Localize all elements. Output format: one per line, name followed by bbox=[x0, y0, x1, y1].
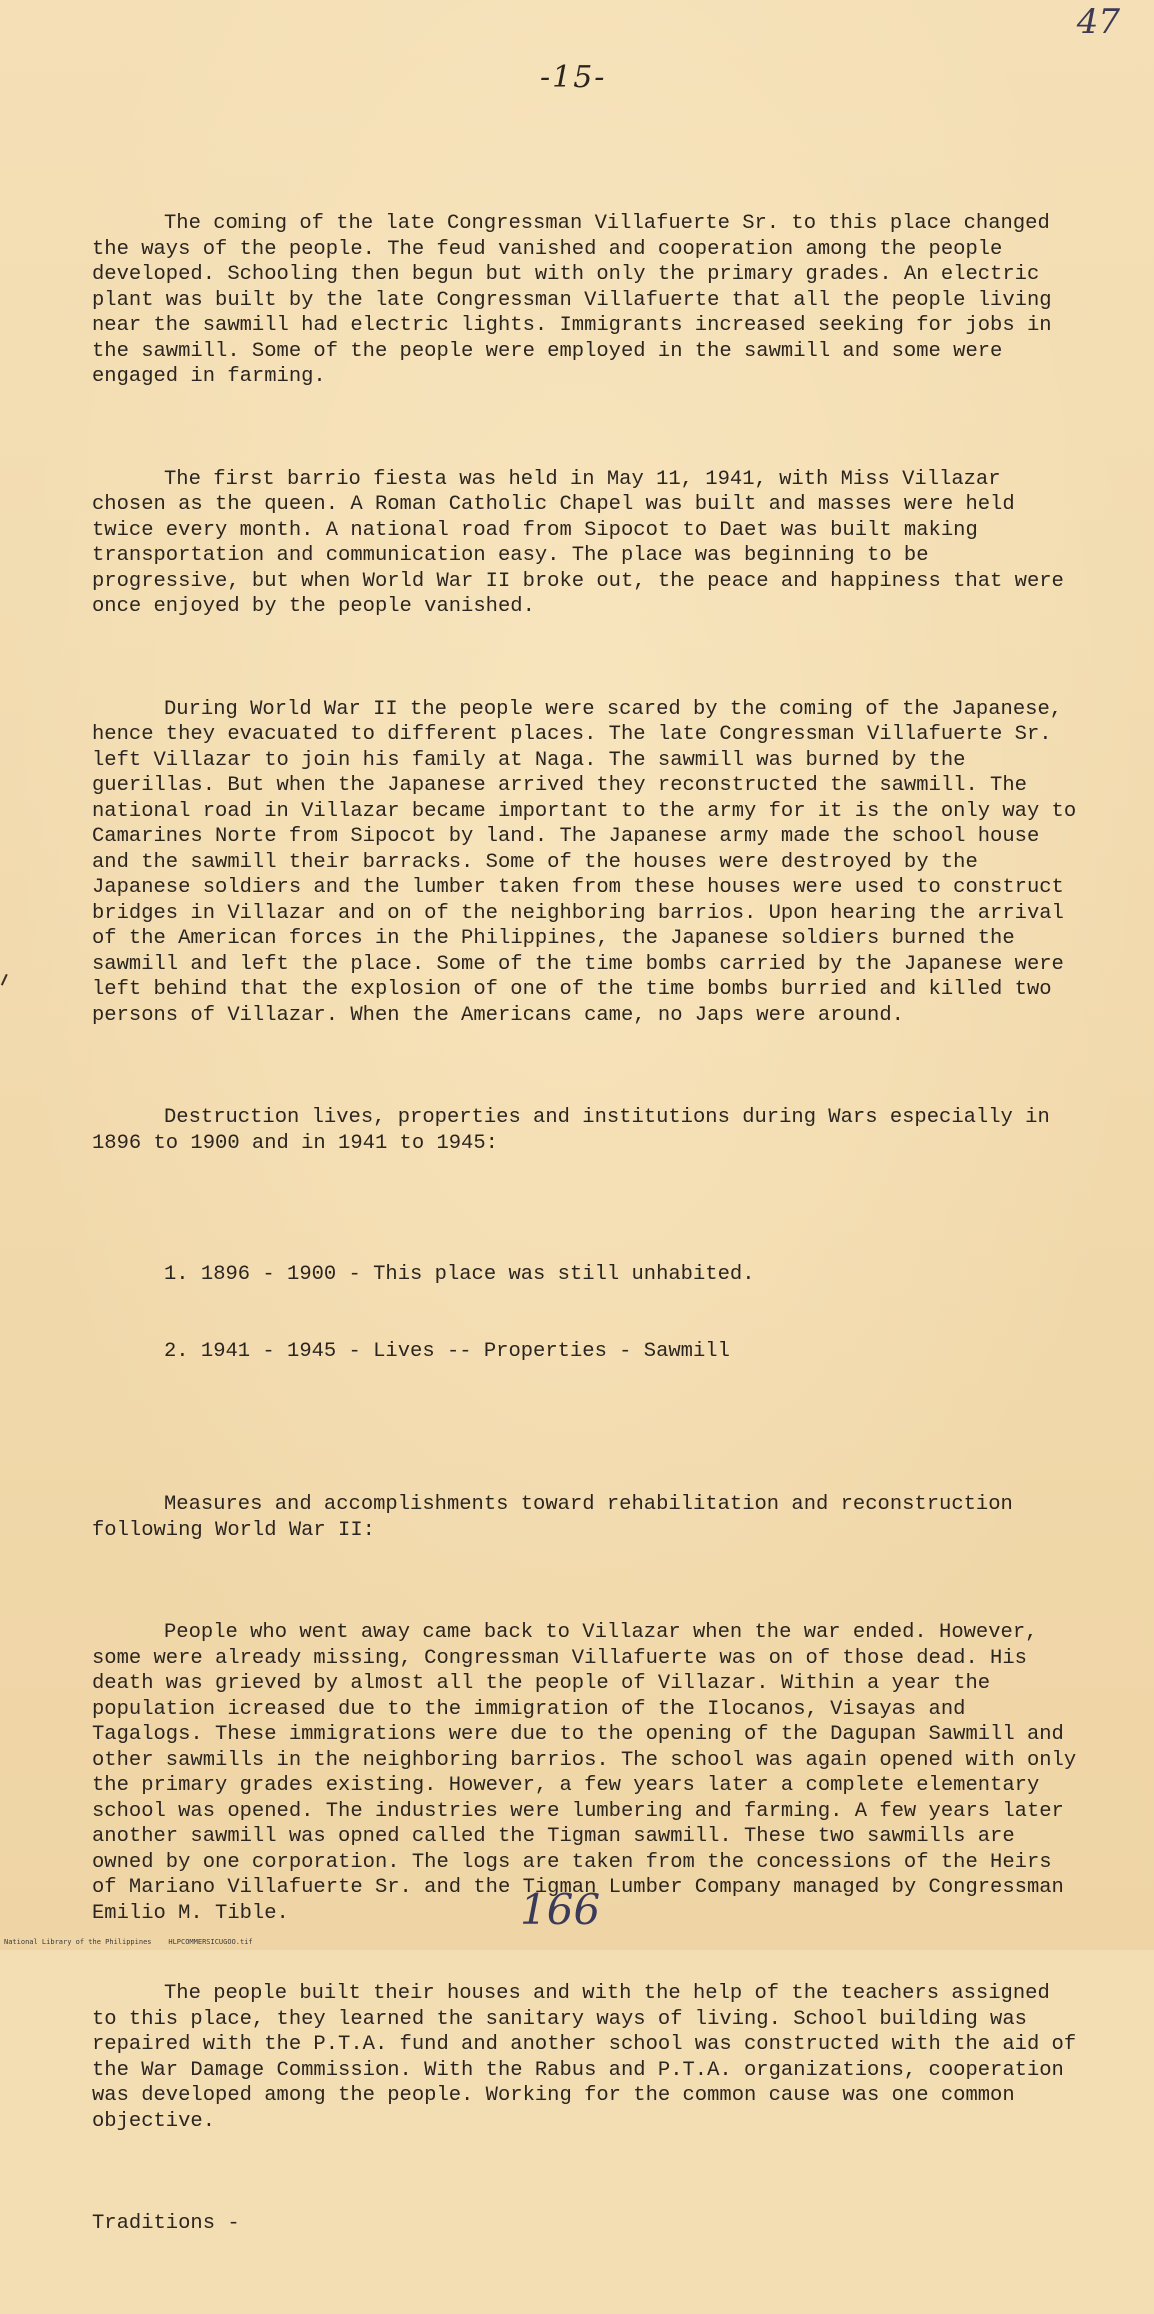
paragraph-world-war-ii: During World War II the people were scared by the coming of the Japanese, hence they evacuated to different places. The late Congressman Villafuerte Sr. left Villazar to join his family at Naga. The sawmill was burned by the guerillas. But when the Japanese arrived they reconstructed the sawmill. The national road in Villazar became important to the army for it is the only way to Camarines Norte from Sipocot by land. The Japanese army made the school house and the sawmill their barracks. Some of the houses were destroyed by the Japanese soldiers and the lumber taken from these houses were used to construct bridges in Villazar and on of the neighboring barrios. Upon hearing the arrival of the American forces in the Philippines, the Japanese soldiers burned the sawmill and left the place. Some of the time bombs carried by the Japanese were left behind that the explosion of one of the time bombs burried and killed two persons of Villazar. When the Americans came, no Japs were around. bbox=[92, 697, 1089, 1027]
page-number: -15- bbox=[540, 60, 607, 95]
handwritten-number: 166 bbox=[520, 1885, 601, 1934]
traditions-heading: Traditions - bbox=[92, 2212, 240, 2235]
destruction-list bbox=[164, 1211, 1082, 1415]
margin-mark bbox=[1, 974, 13, 988]
library-stamp: National Library of the Philippines HLPCOMMERSICUGOO.tif bbox=[4, 1938, 253, 1946]
paragraph-post-war: People who went away came back to Villazar when the war ended. However, some were already missing, Congressman Villafuerte was on of those dead. His death was grieved by almost all the people of Villazar. Within a year the population icreased due to the immigration of the Ilocanos, Visayas and Tagalogs. These immigrations were due to the opening of the Dagupan Sawmill and other sawmills in the neighboring barrios. The school was again opened with only the primary grades existing. However, a few years later a complete elementary school was opened. The industries were lumbering and farming. A few years later another sawmill was opned called the Tigman sawmill. These two sawmills are owned by one corporation. The logs are taken from the concessions of the Heirs of Mariano Villafuerte Sr. and the Tigman Lumber Company managed by Congressman Emilio M. Tible. bbox=[92, 1621, 1089, 1925]
paragraph-barrio-fiesta: The first barrio fiesta was held in May 11, 1941, with Miss Villazar chosen as the queen. A Roman Catholic Chapel was built and masses were held twice every month. A national road from Sipocot to Daet was built making transportation and communication easy. The place was beginning to be progressive, but when World War II broke out, the peace and happiness that were once enjoyed by the people vanished. bbox=[92, 467, 1077, 618]
paragraph-villafuerte-arrival: The coming of the late Congressman Villafuerte Sr. to this place changed the ways of the people. The feud vanished and cooperation among the people developed. Schooling then begun but with only the primary grades. An electric plant was built by the late Congressman Villafuerte that all the people living near the sawmill had electric lights. Immigrants increased seeking for jobs in the sawmill. Some of the people were employed in the sawmill and some were engaged in farming. bbox=[92, 212, 1064, 388]
paragraph-sanitary-ways: The people built their houses and with the help of the teachers assigned to this place, they learned the sanitary ways of living. School building was repaired with the P.T.A. fund and another school was constructed with the aid of the War Damage Commission. With the Rabus and P.T.A. organizations, cooperation was developed among the people. Working for the common cause was one common objective. bbox=[92, 1982, 1089, 2133]
document-body bbox=[92, 160, 1089, 2314]
list-item: 2. 1941 - 1945 - Lives -- Properties - Sawmill bbox=[164, 1339, 730, 1363]
list-item: 1. 1896 - 1900 - This place was still unhabited. bbox=[164, 1263, 755, 1286]
corner-page-number: 47 bbox=[1076, 2, 1120, 42]
paragraph-rehabilitation-heading: Measures and accomplishments toward rehabilitation and reconstruction following World War II: bbox=[92, 1493, 1026, 1542]
paragraph-destruction-heading: Destruction lives, properties and institutions during Wars especially in 1896 to 1900 and in 1941 to 1945: bbox=[92, 1106, 1063, 1155]
